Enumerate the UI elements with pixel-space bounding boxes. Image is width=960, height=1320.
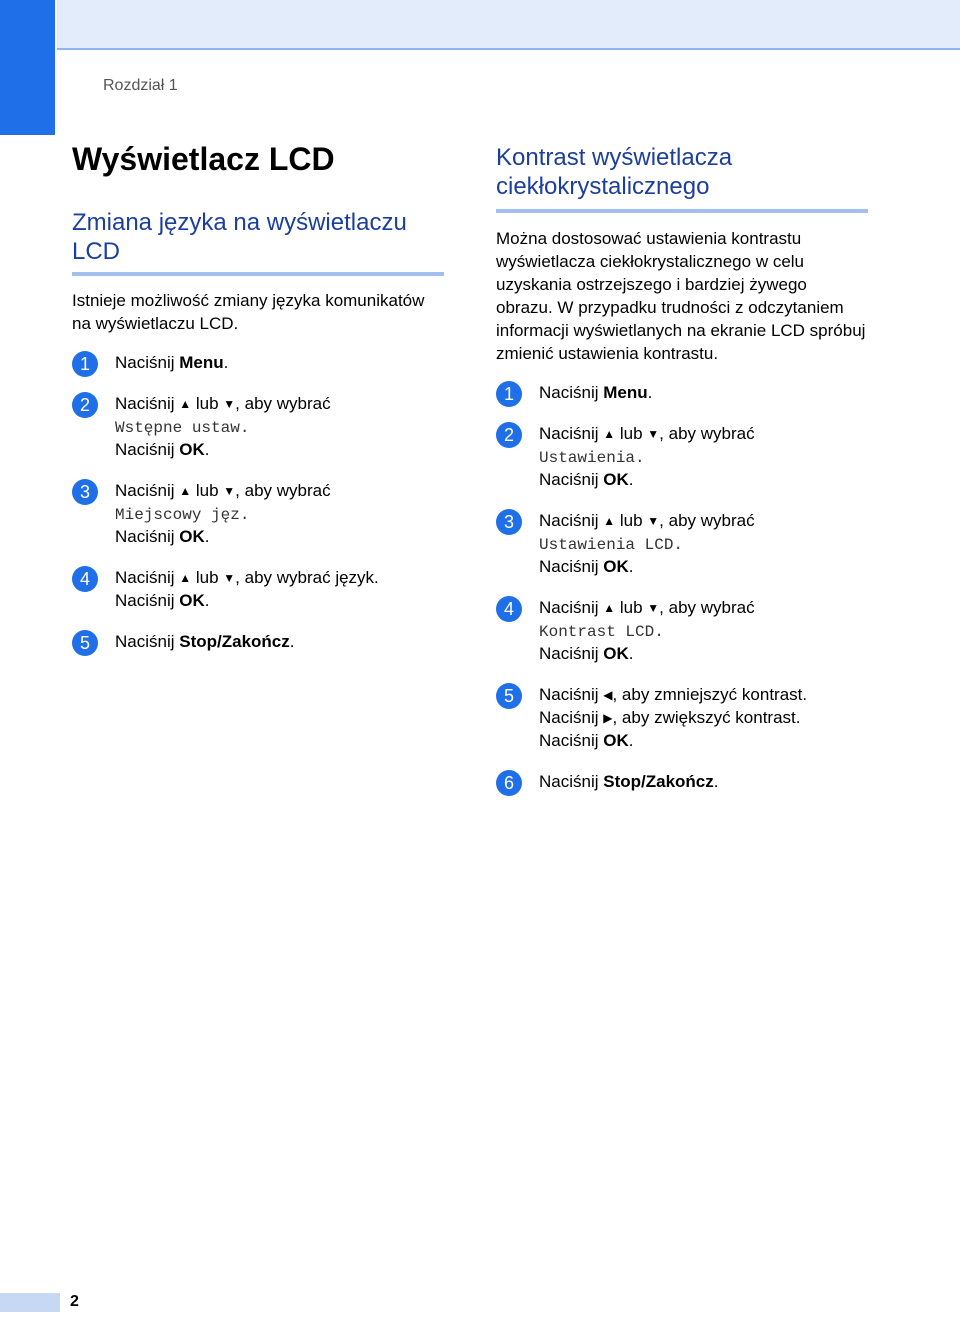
key-label: OK <box>179 527 205 546</box>
key-label: OK <box>179 591 205 610</box>
step-item: 5 Naciśnij ◀, aby zmniejszyć kontrast. Naciśnij ▶, aby zwiększyć kontrast. Naciśnij OK. <box>496 684 868 752</box>
left-column <box>72 140 444 653</box>
step-item: 5 Naciśnij Stop/Zakończ. <box>72 631 444 653</box>
right-column <box>496 143 868 793</box>
step-number-badge: 4 <box>72 566 98 592</box>
right-arrow-icon: ▶ <box>603 711 613 725</box>
key-label: Menu <box>603 383 648 402</box>
page-number: 2 <box>70 1293 79 1310</box>
chapter-tab-marker <box>0 0 55 135</box>
step-item: 4 Naciśnij ▲ lub ▼, aby wybrać Kontrast LCD. Naciśnij OK. <box>496 597 868 665</box>
key-label: Stop/Zakończ <box>179 632 290 651</box>
step-number-badge: 1 <box>496 381 522 407</box>
step-number-badge: 4 <box>496 596 522 622</box>
up-arrow-icon: ▲ <box>179 484 192 498</box>
menu-option: Miejscowy jęz. <box>115 506 250 524</box>
step-number-badge: 1 <box>72 351 98 377</box>
down-arrow-icon: ▼ <box>647 601 660 615</box>
up-arrow-icon: ▲ <box>179 397 192 411</box>
down-arrow-icon: ▼ <box>647 427 660 441</box>
section-rule <box>496 209 868 213</box>
step-number-badge: 5 <box>72 630 98 656</box>
up-arrow-icon: ▲ <box>603 601 616 615</box>
key-label: Menu <box>179 353 224 372</box>
key-label: OK <box>603 644 629 663</box>
key-label: Stop/Zakończ <box>603 772 714 791</box>
step-number-badge: 2 <box>72 392 98 418</box>
step-item: 1 Naciśnij Menu. <box>72 352 444 374</box>
left-arrow-icon: ◀ <box>603 688 613 702</box>
step-item: 3 Naciśnij ▲ lub ▼, aby wybrać Miejscowy jęz. Naciśnij OK. <box>72 480 444 548</box>
menu-option: Wstępne ustaw. <box>115 419 250 437</box>
step-number-badge: 3 <box>496 509 522 535</box>
step-item: 2 Naciśnij ▲ lub ▼, aby wybrać Wstępne ustaw. Naciśnij OK. <box>72 393 444 461</box>
down-arrow-icon: ▼ <box>223 484 236 498</box>
step-item: 2 Naciśnij ▲ lub ▼, aby wybrać Ustawienia. Naciśnij OK. <box>496 423 868 491</box>
step-number-badge: 5 <box>496 683 522 709</box>
step-item: 6 Naciśnij Stop/Zakończ. <box>496 771 868 793</box>
step-item: 3 Naciśnij ▲ lub ▼, aby wybrać Ustawienia LCD. Naciśnij OK. <box>496 510 868 578</box>
key-label: OK <box>603 470 629 489</box>
steps-list <box>72 352 444 653</box>
menu-option: Ustawienia LCD. <box>539 536 684 554</box>
chapter-label: Rozdział 1 <box>103 77 178 94</box>
up-arrow-icon: ▲ <box>603 427 616 441</box>
down-arrow-icon: ▼ <box>647 514 660 528</box>
menu-option: Kontrast LCD. <box>539 623 664 641</box>
key-label: OK <box>603 731 629 750</box>
down-arrow-icon: ▼ <box>223 571 236 585</box>
up-arrow-icon: ▲ <box>179 571 192 585</box>
section-rule <box>72 272 444 276</box>
steps-list <box>496 382 868 793</box>
up-arrow-icon: ▲ <box>603 514 616 528</box>
key-label: OK <box>179 440 205 459</box>
page-title: Wyświetlacz LCD <box>72 141 335 177</box>
step-number-badge: 6 <box>496 770 522 796</box>
page-number-band <box>0 1293 60 1312</box>
intro-text: Można dostosować ustawienia kontrastu wyświetlacza ciekłokrystalicznego w celu uzyskania ostrzejszego i bardziej żywego obrazu. W przypadku trudności z odczytaniem informacji wyświetlanych na ekranie LCD spróbuj zmienić ustawienia kontrastu. <box>496 229 866 363</box>
header-divider <box>57 48 960 50</box>
step-number-badge: 2 <box>496 422 522 448</box>
step-item: 1 Naciśnij Menu. <box>496 382 868 404</box>
step-item: 4 Naciśnij ▲ lub ▼, aby wybrać język. Naciśnij OK. <box>72 567 444 612</box>
header-band <box>57 0 960 48</box>
key-label: OK <box>603 557 629 576</box>
section-title-contrast: Kontrast wyświetlacza ciekłokrystalicznego <box>496 144 733 200</box>
down-arrow-icon: ▼ <box>223 397 236 411</box>
intro-text: Istnieje możliwość zmiany języka komunikatów na wyświetlaczu LCD. <box>72 291 425 333</box>
section-title-language: Zmiana języka na wyświetlaczu LCD <box>72 209 407 265</box>
step-number-badge: 3 <box>72 479 98 505</box>
menu-option: Ustawienia. <box>539 449 645 467</box>
